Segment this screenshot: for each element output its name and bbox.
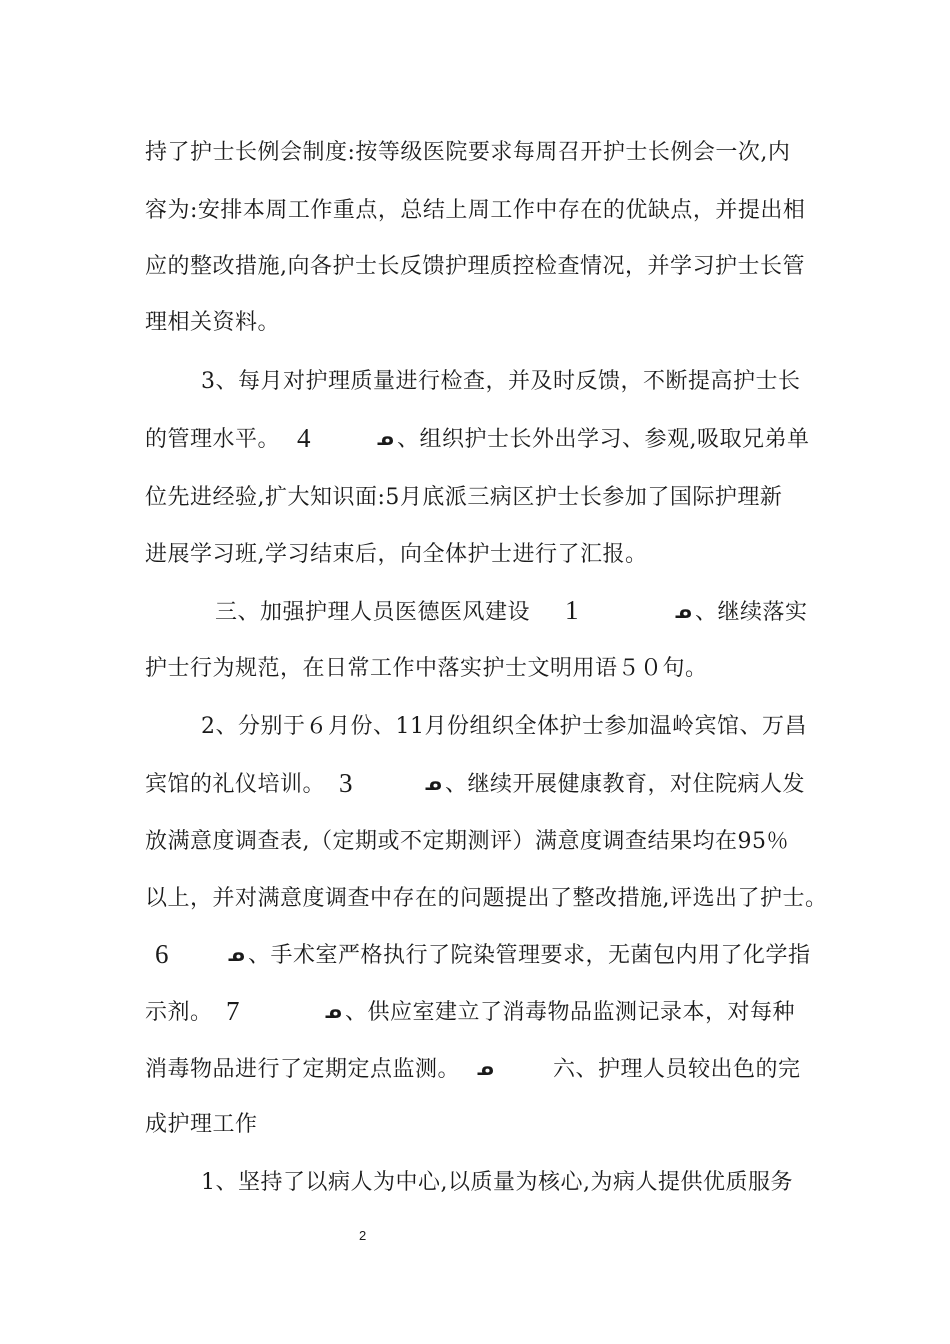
list-number: 1 — [565, 595, 579, 625]
text-line: 消毒物品进行了定期定点监测。 — [145, 1057, 461, 1082]
section-heading: 三、加强护理人员医德医风建设 — [215, 600, 531, 625]
text-line: 3、每月对护理质量进行检查，并及时反馈，不断提高护士长 — [201, 369, 801, 394]
text-line: 、组织护士长外出学习、参观,吸取兄弟单 — [397, 427, 810, 452]
text-line: 的管理水平。 — [145, 427, 281, 452]
list-number: 4 — [297, 423, 311, 453]
text-line: 应的整改措施,向各护士长反馈护理质控检查情况，并学习护士长管 — [145, 254, 805, 279]
text-line: 进展学习班,学习结束后，向全体护士进行了汇报。 — [145, 542, 648, 567]
page-number: 2 — [359, 1228, 367, 1243]
list-number: 6 — [155, 939, 169, 969]
glyph-icon: ᓄ — [477, 1059, 494, 1080]
glyph-icon: ᓄ — [425, 774, 442, 795]
text-line: 容为:安排本周工作重点，总结上周工作中存在的优缺点，并提出相 — [145, 198, 806, 223]
glyph-icon: ᓄ — [377, 429, 394, 450]
list-number: 7 — [226, 996, 240, 1026]
text-line: 成护理工作 — [145, 1112, 258, 1137]
section-heading: 六、护理人员较出色的完 — [553, 1057, 801, 1082]
text-line: 、继续开展健康教育，对住院病人发 — [445, 772, 806, 797]
glyph-icon: ᓄ — [675, 602, 692, 623]
text-line: 、供应室建立了消毒物品监测记录本，对每种 — [345, 1000, 796, 1025]
glyph-icon: ᓄ — [325, 1002, 342, 1023]
text-line: 持了护士长例会制度:按等级医院要求每周召开护士长例会一次,内 — [145, 140, 791, 165]
list-number: 3 — [339, 768, 353, 798]
text-line: 、继续落实 — [695, 600, 808, 625]
text-line: 放满意度调查表,（定期或不定期测评）满意度调查结果均在95％ — [145, 829, 789, 854]
glyph-icon: ᓄ — [228, 945, 245, 966]
text-line: 理相关资料。 — [145, 310, 281, 335]
text-line: 护士行为规范，在日常工作中落实护士文明用语５０句。 — [145, 656, 708, 681]
text-line: 、手术室严格执行了院染管理要求，无菌包内用了化学指 — [248, 943, 811, 968]
text-line: 2、分别于６月份、11月份组织全体护士参加温岭宾馆、万昌 — [201, 714, 807, 739]
text-line: 示剂。 — [145, 1000, 213, 1025]
text-line: 1、坚持了以病人为中心,以质量为核心,为病人提供优质服务 — [201, 1170, 793, 1195]
text-line: 以上，并对满意度调查中存在的问题提出了整改措施,评选出了护士。 — [145, 886, 828, 911]
text-line: 位先进经验,扩大知识面:5月底派三病区护士长参加了国际护理新 — [145, 485, 783, 510]
text-line: 宾馆的礼仪培训。 — [145, 772, 326, 797]
